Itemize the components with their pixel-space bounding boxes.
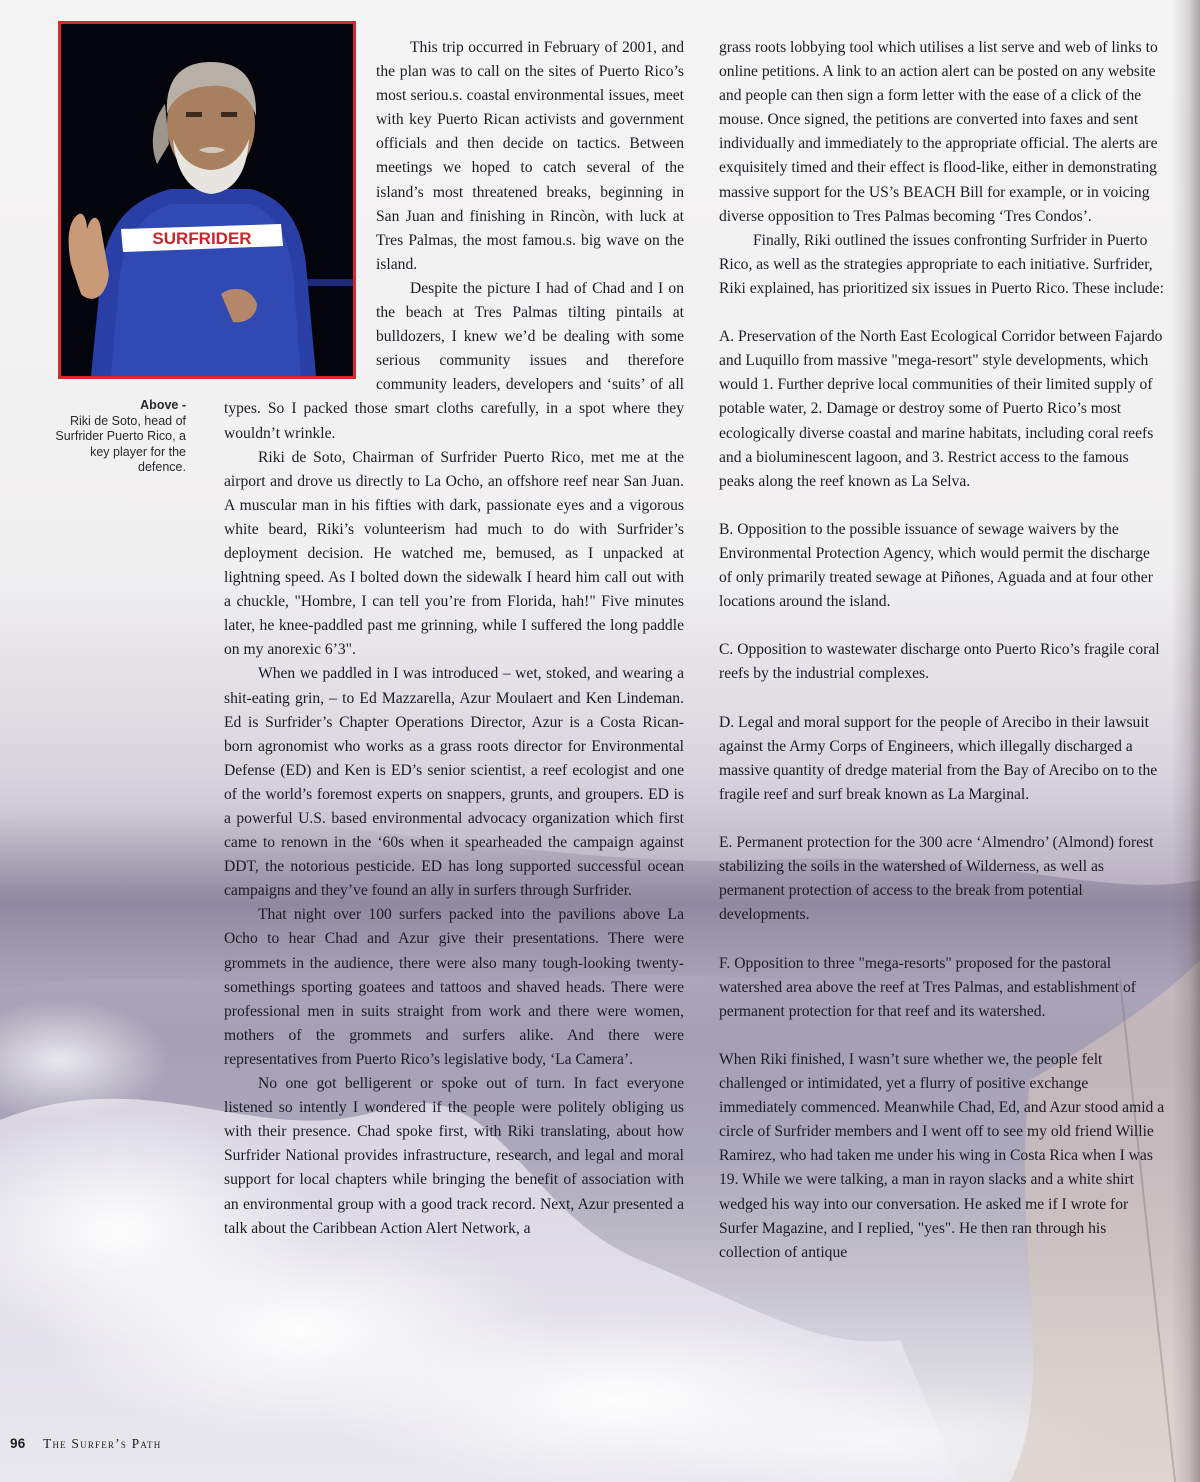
issue-item-f: F. Opposition to three "mega-resorts" proposed for the pastoral watershed area above the reef at Tres Palmas, and establishment of permanent protection for that reef and its watershed. bbox=[719, 954, 1136, 1020]
article-paragraph: Despite the picture I had of Chad and I on the beach at Tres Palmas tilting pintails at bulldozers, I knew we’d be dealing with some serious community issues and therefore community leaders, developers and ‘suits’ of all types. So I packed those smart cloths carefully, in a spot where they wouldn’t wrinkle. bbox=[224, 279, 684, 442]
issue-item-e: E. Permanent protection for the 300 acre ‘Almendro’ (Almond) forest stabilizing the soils in the watershed of Wilderness, as well as permanent protection of access to the break from potential developments. bbox=[719, 834, 1154, 924]
article-paragraph: No one got belligerent or spoke out of turn. In fact everyone listened so intently I wondered if the people were politely obliging us with their presence. Chad spoke first, with Riki translating, about how Surfrider National provides infrastructure, research, and legal and moral support for local chapters while bringing the benefit of association with an environmental group with a good track record. Next, Azur presented a talk about the Caribbean Action Alert Network, a bbox=[224, 1075, 684, 1237]
page-gutter-shadow bbox=[1172, 0, 1200, 1482]
issue-item-d: D. Legal and moral support for the people of Arecibo in their lawsuit against the Army Corps of Engineers, which illegally discharged a massive quantity of dredge material from the Bay of Arecibo on to the fragile reef and surf break known as La Marginal. bbox=[719, 713, 1158, 803]
issue-item-b: B. Opposition to the possible issuance of sewage waivers by the Environmental Protection Agency, which would permit the discharge of only primarily treated sewage at Piñones, Aguada and at four other locations around the island. bbox=[719, 520, 1153, 611]
caption-heading: Above - bbox=[140, 398, 186, 412]
magazine-name: The Surfer’s Path bbox=[43, 1436, 162, 1451]
article-paragraph: When Riki finished, I wasn’t sure whether we, the people felt challenged or intimidated, yet a flurry of positive exchange immediately commenced. Meanwhile Chad, Ed, and Azur stood amid a circle of Surfrider members and I went off to see my old friend Willie Ramirez, who had taken me under his wing in Costa Rica when I was 19. While we were talking, a man in rayon slacks and a white shirt wedged his way into our conversation. He asked me if I wrote for Surfer Magazine, and I replied, "yes". He then ran through his collection of antique bbox=[719, 1050, 1165, 1261]
article-paragraph: This trip occurred in February of 2001, and the plan was to call on the sites of Puerto Rico’s most seriou.s. coastal environmental issues, meet with key Puerto Rican activists and government officials and then decide on tactics. Between meetings we hoped to catch several of the island’s most threatened breaks, beginning in San Juan and finishing in Rincòn, with luck at Tres Palmas, the most famou.s. big wave on the island. bbox=[376, 39, 684, 273]
page-number: 96 bbox=[10, 1436, 26, 1451]
caption-text: Riki de Soto, head of Surfrider Puerto Rico, a key player for the defence. bbox=[55, 413, 186, 474]
page-footer bbox=[10, 1436, 161, 1452]
article-paragraph: grass roots lobbying tool which utilises a list serve and web of links to online petitions. A link to an action alert can be posted on any website and people can then sign a form letter with the ease of a click of the mouse. Once signed, the petitions are converted into faxes and sent individually and immediately to the appropriate official. The alerts are exquisitely timed and their effect is flood-like, either in demonstrating massive support for the US’s BEACH Bill for example, or in voicing diverse opposition to Tres Palmas becoming ‘Tres Condos’. bbox=[719, 39, 1158, 225]
article-paragraph: That night over 100 surfers packed into the pavilions above La Ocho to hear Chad and Azur give their presentations. There were grommets in the audience, there were also many tough-looking twenty-somethings sporting goatees and tattoos and shaved heads. There were professional men in suits straight from work and there were women, mothers of the grommets and surfers alike. And there were representatives from Puerto Rico’s legislative body, ‘La Camera’. bbox=[224, 906, 684, 1068]
article-paragraph: Riki de Soto, Chairman of Surfrider Puerto Rico, met me at the airport and drove us directly to La Ocho, an offshore reef near San Juan. A muscular man in his fifties with dark, passionate eyes and a vigorous white beard, Riki’s volunteerism had much to do with Surfrider’s deployment decision. He watched me, bemused, as I unpacked at lightning speed. As I bolted down the sidewalk I heard him call out with a chuckle, "Hombre, I can tell you’re from Florida, hah!" Five minutes later, he knee-paddled past me grinning, while I suffered the long paddle on my anorexic 6’3". bbox=[224, 448, 684, 659]
svg-text:SURFRIDER: SURFRIDER bbox=[152, 229, 252, 248]
issue-item-a: A. Preservation of the North East Ecological Corridor between Fajardo and Luquillo from massive "mega-resort" style developments, which would 1. Further deprive local communities of their limited supply of potable water, 2. Damage or destroy some of Puerto Rico’s most ecologically diverse coastal and marine habitats, including coral reefs and a bioluminescent lagoon, and 3. Restrict access to the famous peaks along the reef known as La Selva. bbox=[719, 328, 1163, 490]
article-column-2 bbox=[719, 36, 1165, 1265]
issue-item-c: C. Opposition to wastewater discharge onto Puerto Rico’s fragile coral reefs by the industrial complexes. bbox=[719, 641, 1160, 683]
article-paragraph: Finally, Riki outlined the issues confronting Surfrider in Puerto Rico, as well as the strategies appropriate to each initiative. Surfrider, Riki explained, has prioritized six issues in Puerto Rico. These include: bbox=[719, 231, 1164, 297]
photo-wrap-space bbox=[224, 36, 376, 384]
article-column-1 bbox=[224, 36, 684, 1241]
photo-caption bbox=[40, 398, 186, 476]
article-paragraph: When we paddled in I was introduced – wet, stoked, and wearing a shit-eating grin, – to Ed Mazzarella, Azur Moulaert and Ken Lindeman. Ed is Surfrider’s Chapter Operations Director, Azur is a Costa Rican-born agronomist who works as a grass roots director for Environmental Defense (ED) and Ken is ED’s senior scientist, a reef ecologist and one of the world’s foremost experts on snappers, grunts, and groupers. ED is a powerful U.S. based environmental advocacy organization which first came to renown in the ‘60s when it spearheaded the campaign against DDT, the notorious pesticide. ED has long supported successful ocean campaigns and they’ve found an ally in surfers through Surfrider. bbox=[224, 665, 684, 900]
